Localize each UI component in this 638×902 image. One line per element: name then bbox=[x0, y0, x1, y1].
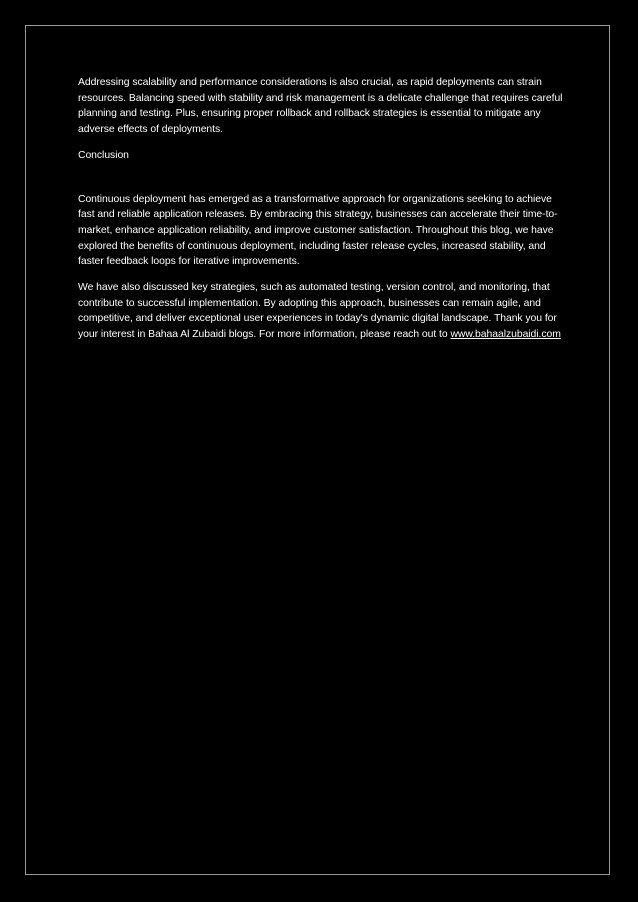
document-body bbox=[78, 75, 564, 343]
section-heading-conclusion: Conclusion bbox=[78, 149, 129, 161]
paragraph-strategies-text: We have also discussed key strategies, such as automated testing, version control, and monitoring, that contribute to successful implementation. By adopting this approach, businesses can remain agile, and competitive, and deliver exceptional user experiences in today's dynamic digital landscape. Thank you for your interest in Bahaa Al Zubaidi blogs. For more information, please reach out to bbox=[78, 282, 557, 341]
website-link[interactable]: www.bahaalzubaidi.com bbox=[450, 329, 561, 341]
paragraph-strategies bbox=[78, 280, 564, 343]
paragraph-scalability: Addressing scalability and performance considerations is also crucial, as rapid deployments can strain resources. Balancing speed with stability and risk management is a delicate challenge that requires careful planning and testing. Plus, ensuring proper rollback and rollback strategies is essential to mitigate any adverse effects of deployments. bbox=[78, 77, 563, 136]
paragraph-continuous-deployment: Continuous deployment has emerged as a transformative approach for organizations seeking to achieve fast and reliable application releases. By embracing this strategy, businesses can accelerate their time-to-market, enhance application reliability, and improve customer satisfaction. Throughout this blog, we have explored the benefits of continuous deployment, including faster release cycles, increased stability, and faster feedback loops for iterative improvements. bbox=[78, 193, 558, 268]
